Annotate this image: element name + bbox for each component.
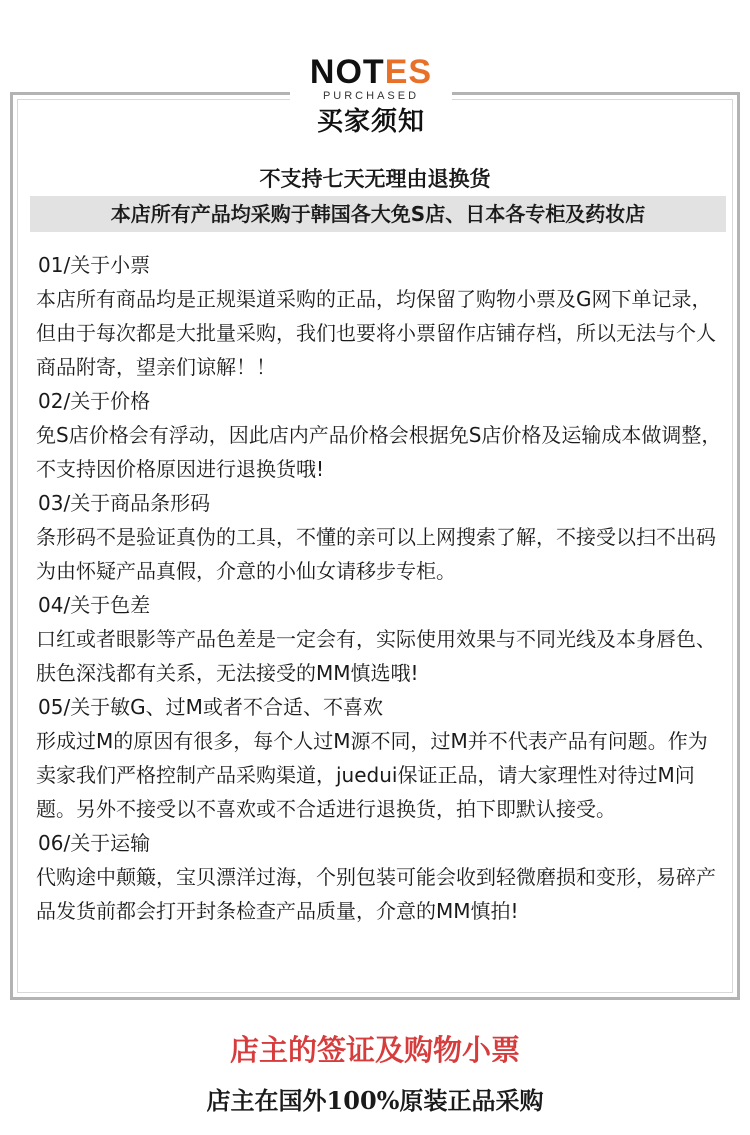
headline: 不支持七天无理由退换货 [259, 167, 491, 191]
section-2-title: 02/关于价格 [38, 389, 151, 413]
section-4-body: 口红或者眼影等产品色差是一定会有，实际使用效果与不同光线及本身唇色、肤色深浅都有关系，无法接受的MM慎选哦! [36, 627, 716, 685]
notice-content [36, 248, 726, 928]
section-6-body: 代购途中颠簸，宝贝漂洋过海，个别包装可能会收到轻微磨损和变形，易碎产品发货前都会打开封条检查产品质量，介意的MM慎拍! [36, 865, 716, 923]
footer-subheading: 店主在国外100%原装正品采购 [206, 1086, 544, 1115]
section-2-body: 免S店价格会有浮动，因此店内产品价格会根据免S店价格及运输成本做调整，不支持因价格原因进行退换货哦! [36, 423, 722, 481]
subheadline-bar: 本店所有产品均采购于韩国各大免S店、日本各专柜及药妆店 [30, 196, 726, 232]
logo-wordmark [290, 54, 452, 90]
section-1-title: 01/关于小票 [38, 253, 151, 277]
section-3-body: 条形码不是验证真伪的工具，不懂的亲可以上网搜索了解，不接受以扫不出码为由怀疑产品真假，介意的小仙女请移步专柜。 [36, 525, 716, 583]
section-1-body: 本店所有商品均是正规渠道采购的正品，均保留了购物小票及G网下单记录，但由于每次都是大批量采购，我们也要将小票留作店铺存档，所以无法与个人商品附寄，望亲们谅解！！ [36, 287, 716, 379]
logo-word-part1: NOT [309, 53, 385, 91]
section-4-title: 04/关于色差 [38, 593, 151, 617]
section-5-title: 05/关于敏G、过M或者不合适、不喜欢 [38, 695, 383, 719]
section-3-title: 03/关于商品条形码 [38, 491, 211, 515]
section-6-title: 06/关于运输 [38, 831, 151, 855]
notes-logo [290, 40, 452, 150]
logo-subtitle: PURCHASED [322, 90, 420, 102]
footer-heading: 店主的签证及购物小票 [229, 1033, 520, 1067]
section-5-body: 形成过M的原因有很多，每个人过M源不同，过M并不代表产品有问题。作为卖家我们严格控制产品采购渠道，juedui保证正品，请大家理性对待过M问题。另外不接受以不喜欢或不合适进行退换货，拍下即默认接受。 [36, 729, 708, 821]
logo-word-part2: ES [384, 53, 433, 91]
logo-chinese-title: 买家须知 [316, 107, 425, 137]
